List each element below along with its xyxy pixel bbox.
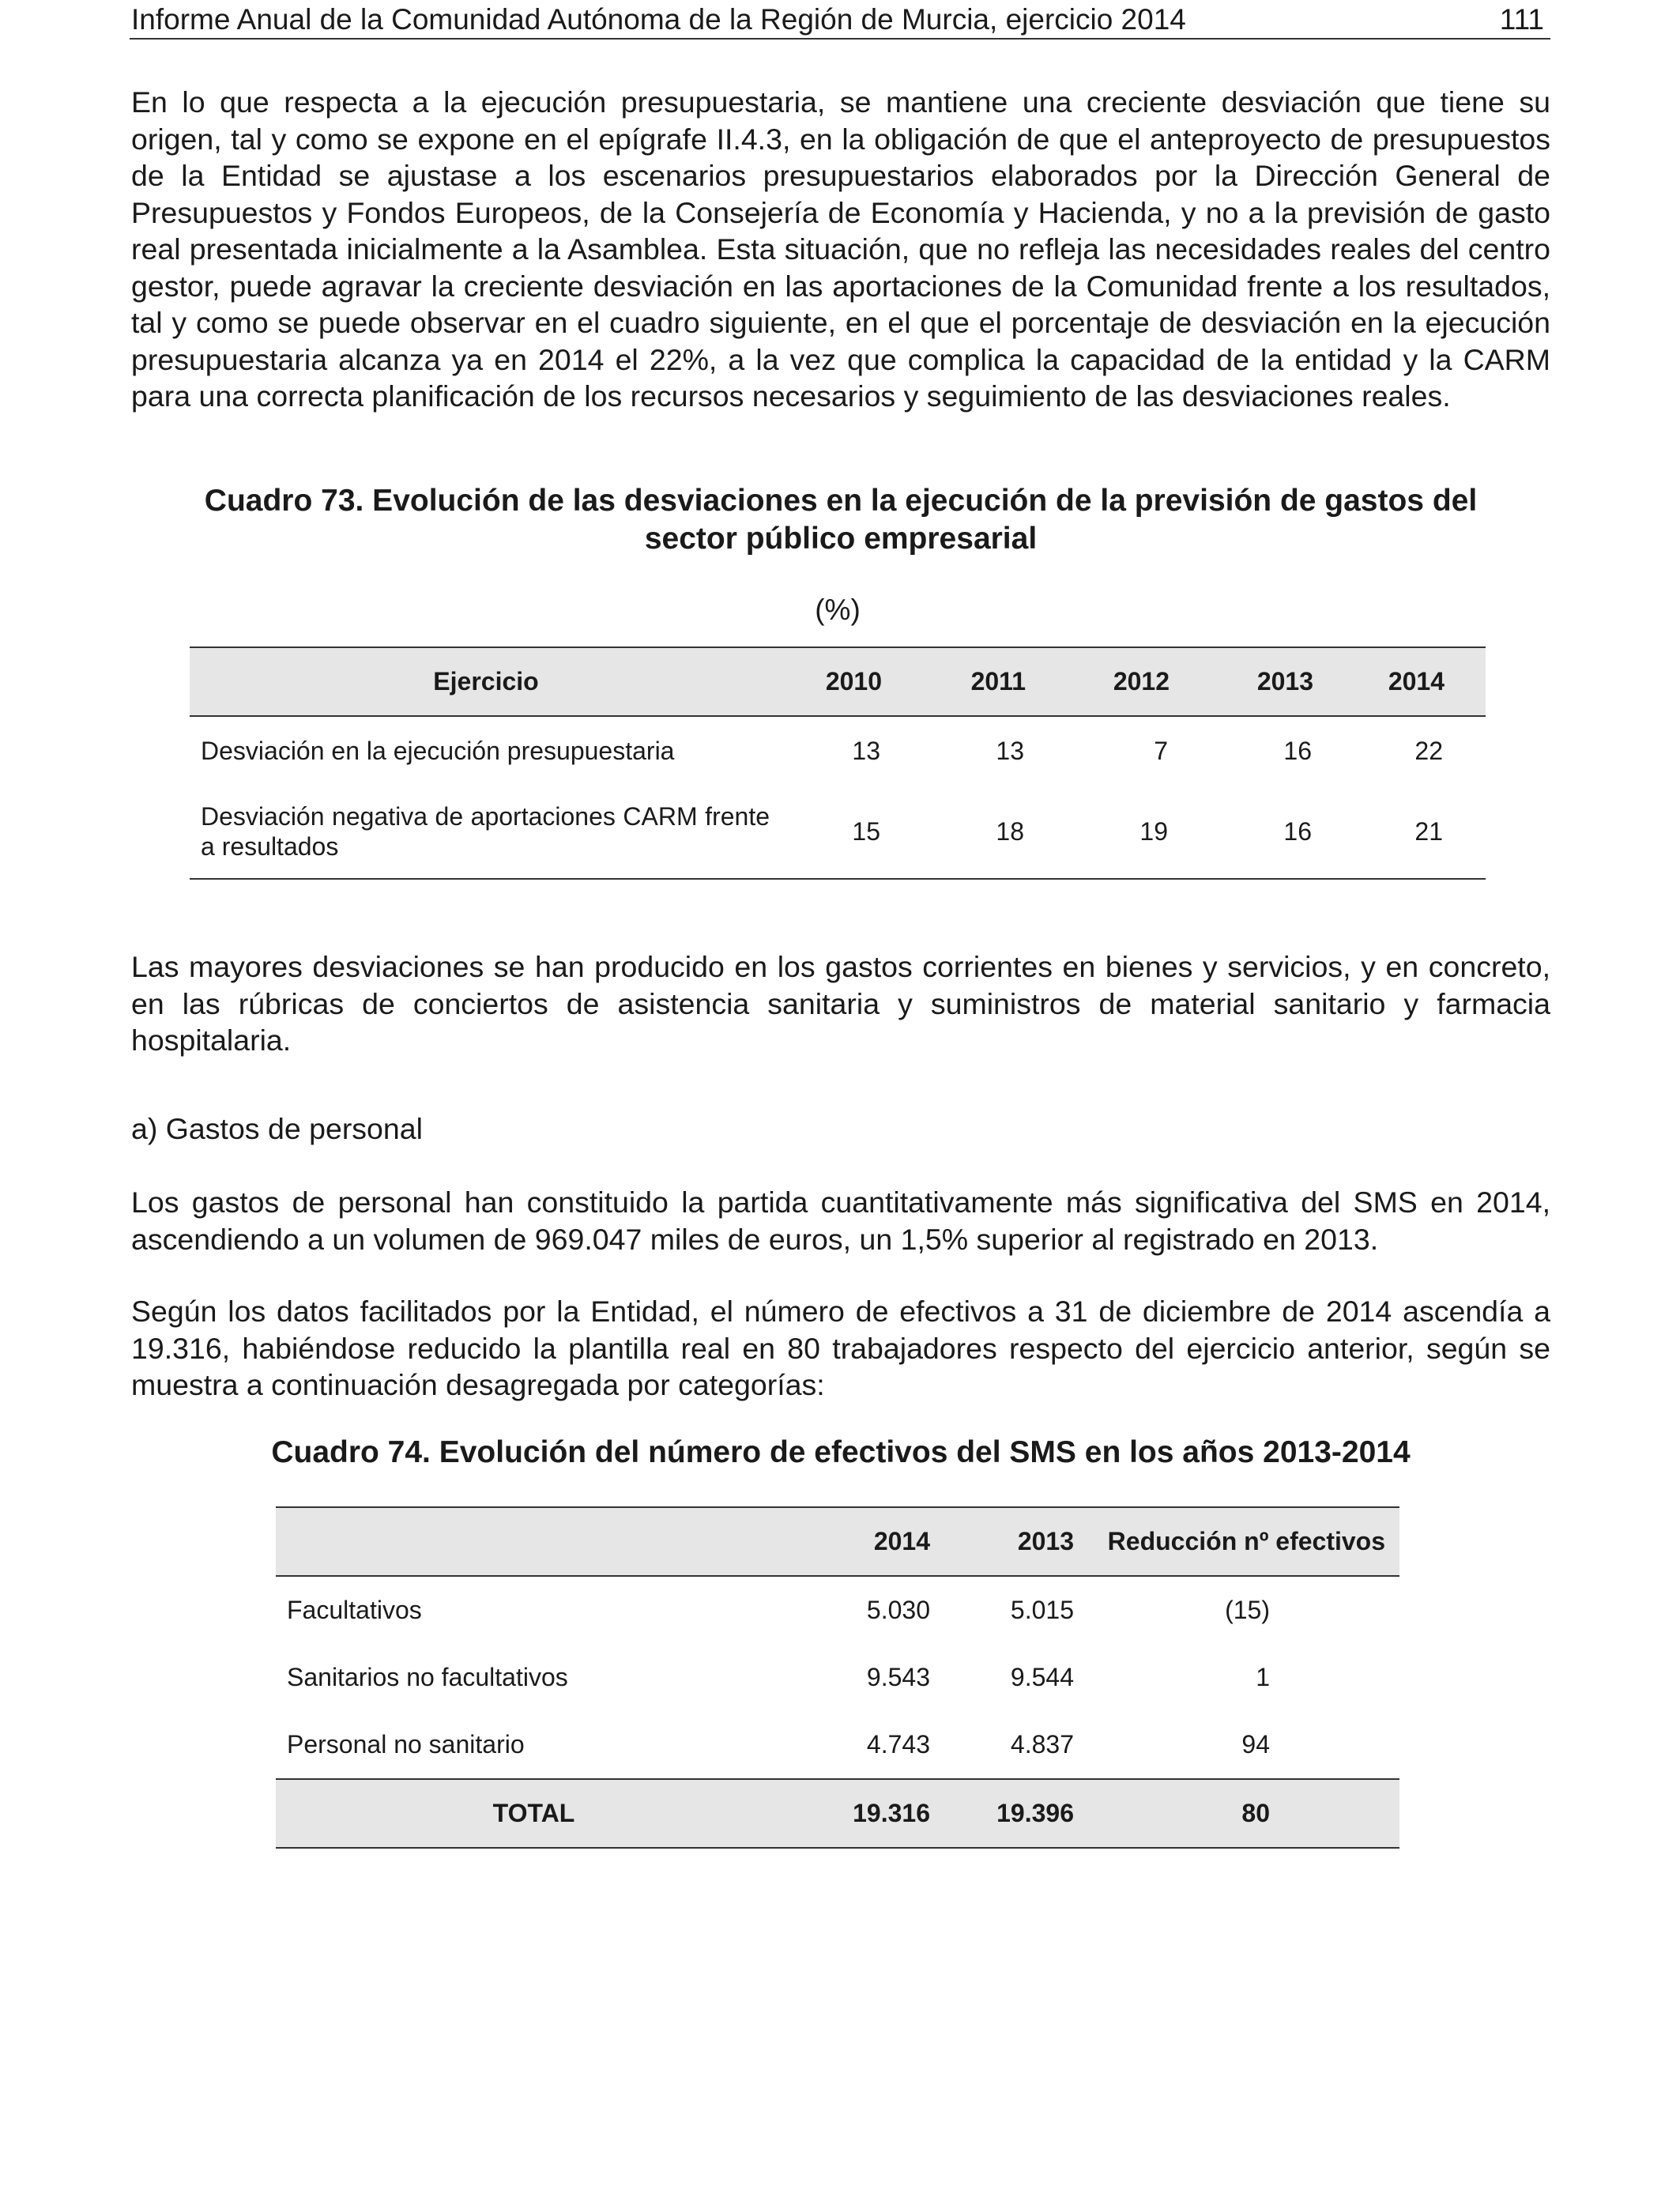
column-header: 2012 (1067, 647, 1211, 716)
table-cell: 5.030 (866, 1596, 930, 1624)
table-header-row (276, 1507, 1399, 1576)
table-cell: 19 (1067, 785, 1211, 879)
table-cell: 18 (923, 785, 1067, 879)
column-header: 2013 (936, 1507, 1080, 1576)
table-cell: 16 (1283, 736, 1312, 765)
row-label: Sanitarios no facultativos (287, 1663, 568, 1691)
table-cell: 94 (1241, 1730, 1270, 1759)
table-cell: 16 (1211, 785, 1354, 879)
column-header: 2013 (1211, 647, 1354, 716)
column-header: 2014 (1354, 647, 1486, 716)
column-header: Reducción nº efectivos (1080, 1507, 1399, 1576)
table-cell: 9.544 (1010, 1663, 1074, 1691)
table-74 (276, 1506, 1399, 1849)
table-73-caption-line-2: sector público empresarial (644, 522, 1038, 556)
row-label: Desviación en la ejecución presupuestaria (201, 736, 675, 765)
table-row (190, 785, 1486, 879)
table-cell: 7 (1154, 736, 1168, 765)
row-label: TOTAL (276, 1779, 793, 1848)
column-header: Ejercicio (190, 647, 782, 716)
row-label: Facultativos (287, 1596, 422, 1624)
paragraph-staff-count: Según los datos facilitados por la Entidad, el número de efectivos a 31 de diciembre de 2014 ascendía a 19.316, habiéndose reducido la plantilla real en 80 trabajadores respecto del ejercicio anterior, según se muestra a continuación desagregada por categorías: (131, 1295, 1550, 1401)
row-label: Desviación negativa de aportaciones CARM frente a resultados (190, 785, 782, 879)
table-cell: 4.743 (866, 1730, 930, 1759)
table-row (276, 1576, 1399, 1644)
table-73-unit: (%) (815, 594, 861, 626)
table-cell: (15) (1225, 1596, 1270, 1624)
section-heading: a) Gastos de personal (131, 1112, 423, 1145)
table-header-row (190, 647, 1486, 716)
paragraph-budget-execution: En lo que respecta a la ejecución presupuestaria, se mantiene una creciente desviación que tiene su origen, tal y como se expone en el epígrafe II.4.3, en la obligación de que el anteproyecto de presupuestos de la Entidad se ajustase a los escenarios presupuestarios elaborados por la Dirección General de Presupuestos y Fondos Europeos, de la Consejería de Economía y Hacienda, y no a la previsión de gasto real presentada inicialmente a la Asamblea. Esta situación, que no refleja las necesidades reales del centro gestor, puede agravar la creciente desviación en las aportaciones de la Comunidad frente a los resultados, tal y como se puede observar en el cuadro siguiente, en el que el porcentaje de desviación en la ejecución presupuestaria alcanza ya en 2014 el 22%, a la vez que complica la capacidad de la entidad y la CARM para una correcta planificación de los recursos necesarios y seguimiento de las desviaciones reales. (131, 85, 1550, 413)
table-cell: 13 (996, 736, 1024, 765)
table-cell: 19.396 (936, 1779, 1080, 1848)
paragraph-major-deviations: Las mayores desviaciones se han producido en los gastos corrientes en bienes y servicios, y en concreto, en las rúbricas de conciertos de asistencia sanitaria y suministros de material sanitario y farmacia hospitalaria. (131, 950, 1550, 1057)
paragraph-personnel-costs: Los gastos de personal han constituido la partida cuantitativamente más significativa del SMS en 2014, ascendiendo a un volumen de 969.047 miles de euros, un 1,5% superior al registrado en 2013. (131, 1186, 1550, 1256)
page-header (130, 3, 1550, 40)
row-label: Personal no sanitario (287, 1730, 525, 1759)
table-73-caption-line-1: Cuadro 73. Evolución de las desviaciones en la ejecución de la previsión de gastos del (204, 484, 1478, 518)
table-row (276, 1644, 1399, 1711)
table-cell: 9.543 (866, 1663, 930, 1691)
column-header: 2010 (782, 647, 923, 716)
table-73 (190, 647, 1486, 880)
column-header: 2014 (793, 1507, 936, 1576)
table-row (276, 1711, 1399, 1779)
table-74-caption: Cuadro 74. Evolución del número de efectivos del SMS en los años 2013-2014 (271, 1435, 1411, 1469)
table-cell: 22 (1414, 736, 1443, 765)
table-cell: 19.316 (793, 1779, 936, 1848)
table-cell: 1 (1256, 1663, 1270, 1691)
table-cell: 15 (782, 785, 923, 879)
column-header (276, 1507, 793, 1576)
page-number: 111 (1499, 3, 1544, 36)
table-cell: 5.015 (1010, 1596, 1074, 1624)
table-73-caption (131, 482, 1550, 558)
report-title: Informe Anual de la Comunidad Autónoma de la Región de Murcia, ejercicio 2014 (131, 3, 1186, 36)
column-header: 2011 (923, 647, 1067, 716)
table-cell: 13 (852, 736, 880, 765)
table-cell: 21 (1354, 785, 1486, 879)
total-row (276, 1779, 1399, 1848)
table-cell: 4.837 (1010, 1730, 1074, 1759)
table-row (190, 716, 1486, 785)
table-cell: 80 (1080, 1779, 1399, 1848)
